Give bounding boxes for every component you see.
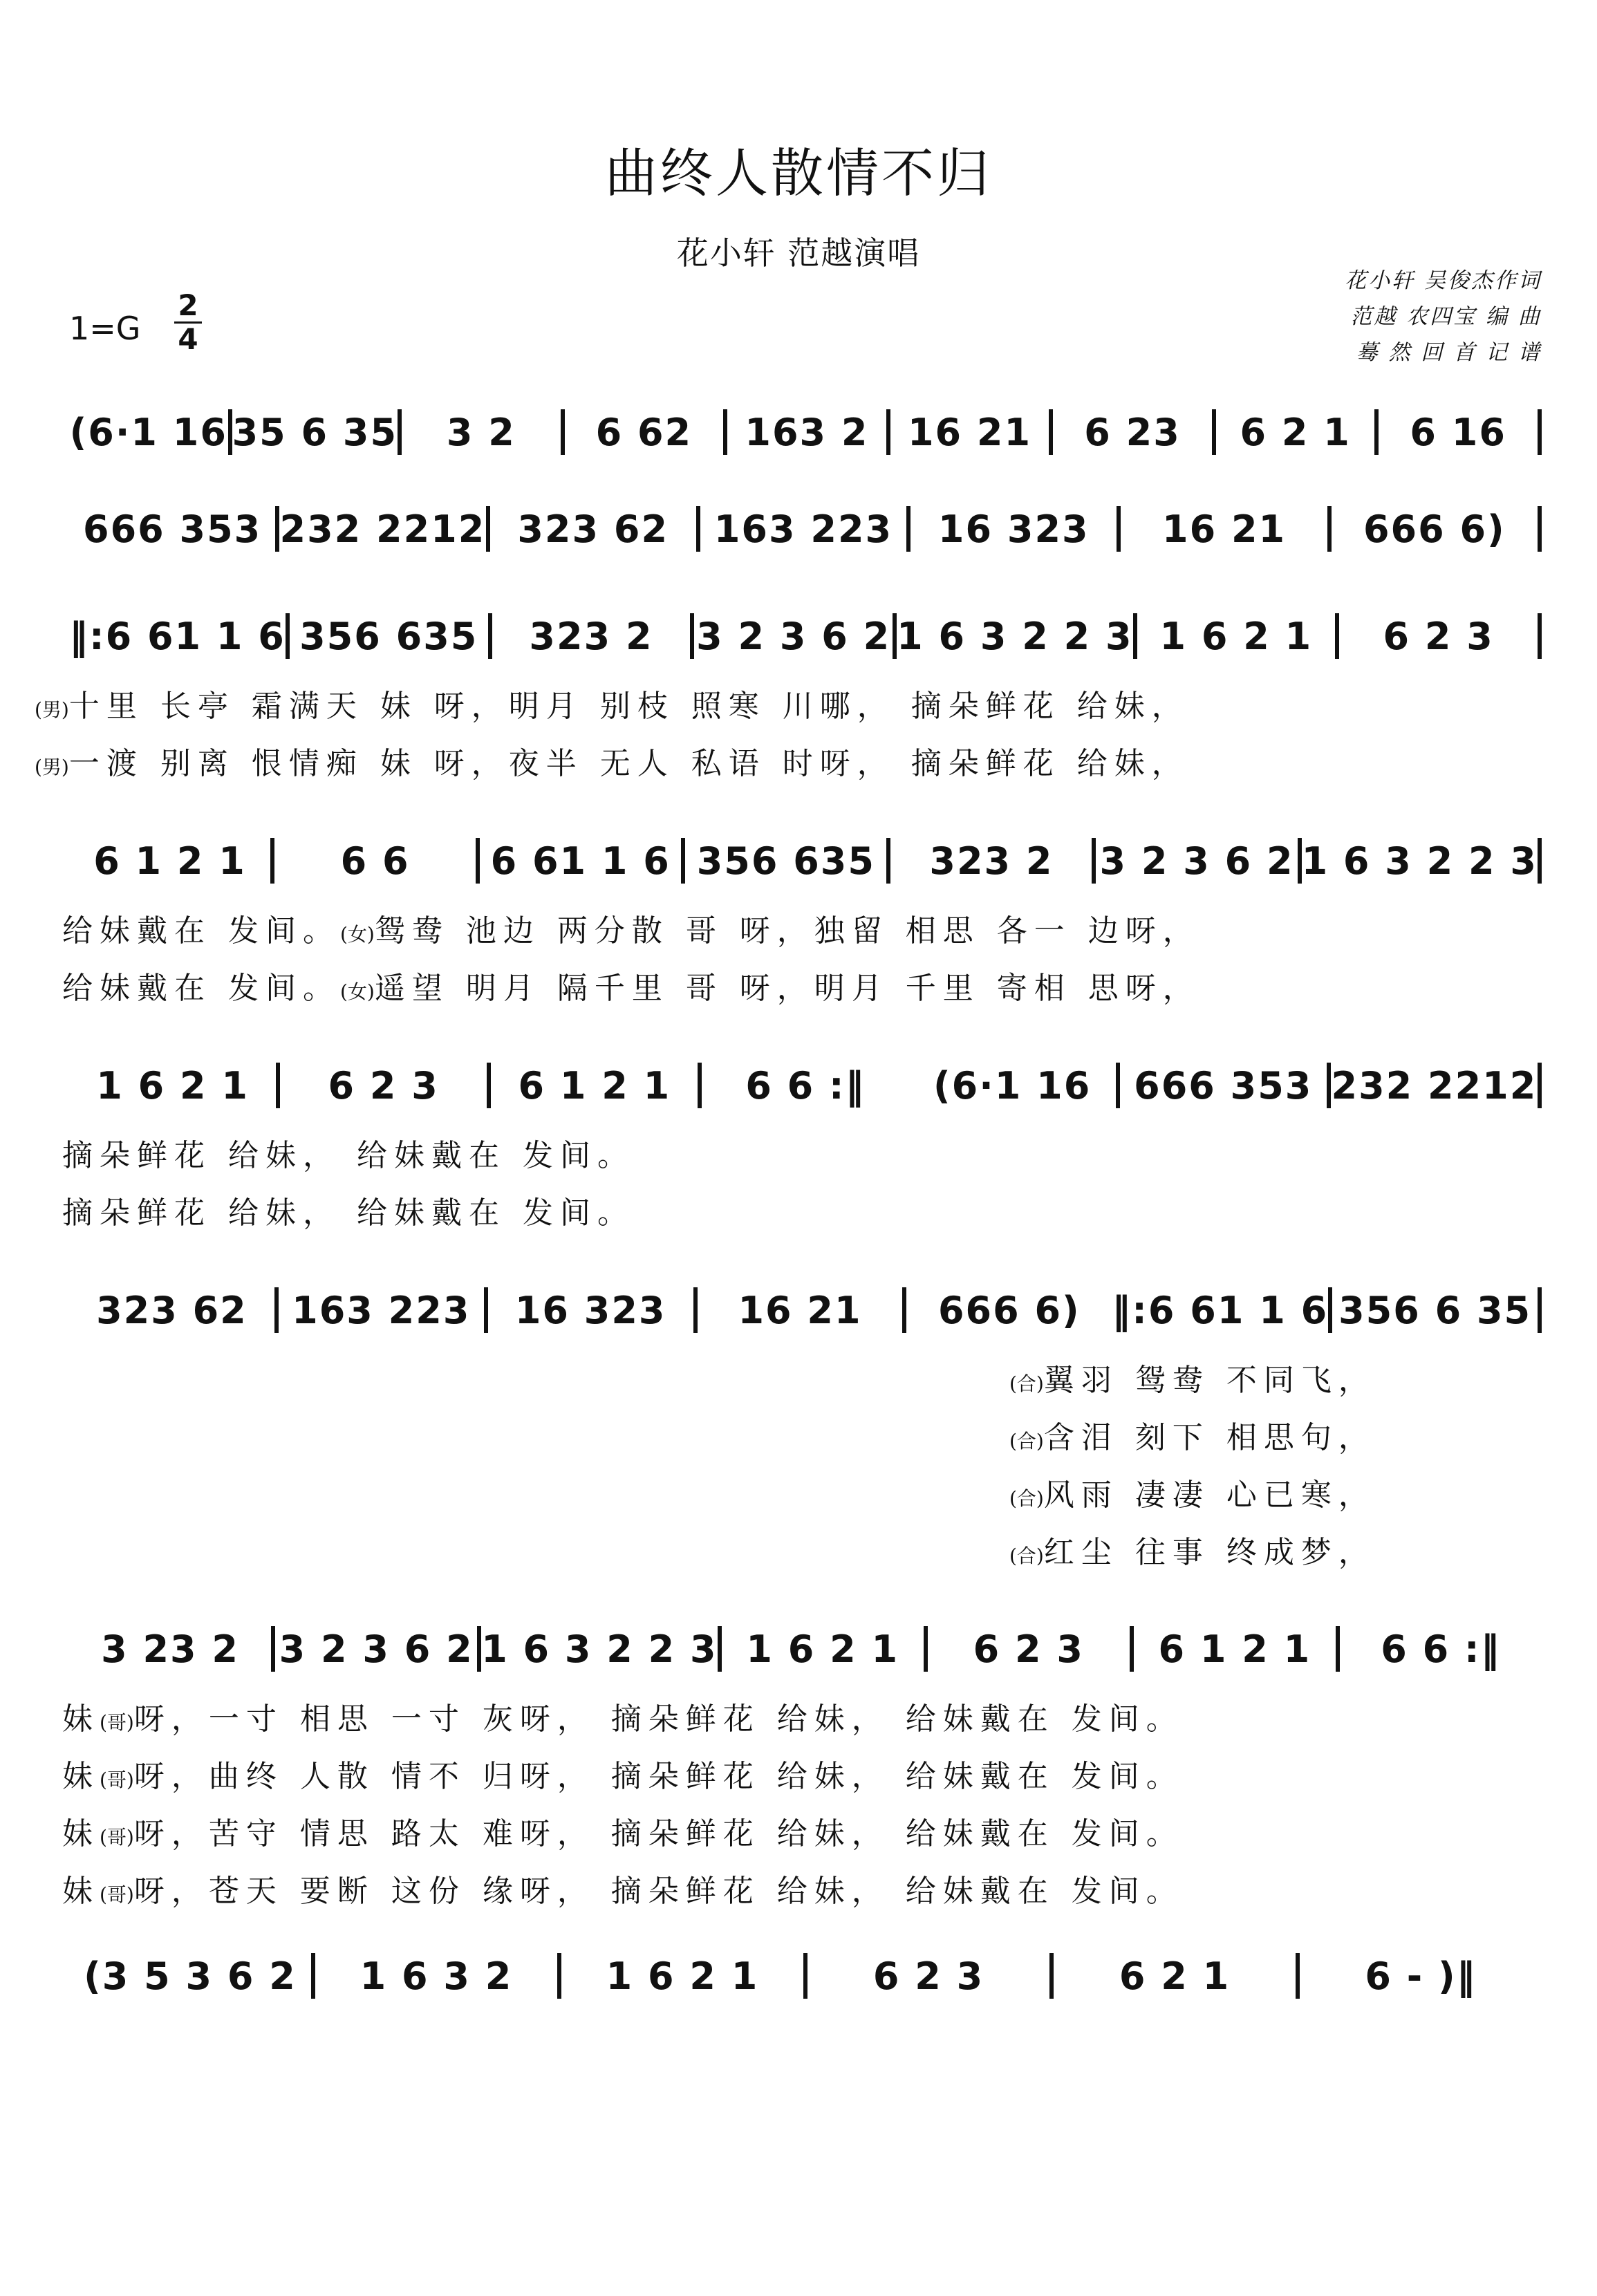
measure: 6 61 1 6 xyxy=(490,839,671,883)
credit-transcriber: 蓦 然 回 首 记 谱 xyxy=(1356,340,1542,365)
role-marker: (合) xyxy=(1009,1544,1044,1567)
lyric-verse2-line2 xyxy=(62,963,1200,1007)
measure: 323 2 xyxy=(929,839,1054,883)
measure: 1 6 2 1 xyxy=(1159,614,1313,658)
score-row-1 xyxy=(69,404,1542,460)
time-signature xyxy=(174,290,202,355)
lyric-text: 呀，一寸 相思 一寸 灰呀， 摘朵鲜花 给妹， 给妹戴在 发间。 xyxy=(133,1701,1184,1737)
lyric-text: 含泪 刻下 相思句， xyxy=(1043,1420,1376,1455)
lyric-text: 呀，苍天 要断 这份 缘呀， 摘朵鲜花 给妹， 给妹戴在 发间。 xyxy=(133,1874,1184,1909)
role-marker: (女) xyxy=(340,980,375,1003)
measure: 6 2 1 xyxy=(1119,1954,1231,1998)
lyric-final-1 xyxy=(62,1694,1184,1738)
measure: 1 6 3 2 2 3 xyxy=(481,1627,718,1671)
measure: 3 2 3 6 2 xyxy=(1099,839,1294,883)
measure: 3 2 3 6 2 xyxy=(279,1627,474,1671)
score-row-6 xyxy=(69,1282,1542,1338)
measure: 3 23 2 xyxy=(101,1627,239,1671)
lyric-final-2 xyxy=(62,1751,1184,1795)
barline xyxy=(1538,1287,1542,1333)
lyric-text: 给妹戴在 发间。 xyxy=(62,913,340,949)
measure: ‖:6 61 1 6 xyxy=(69,614,286,658)
measure: 16 21 xyxy=(738,1288,862,1332)
performers-line: 花小轩 范越演唱 xyxy=(676,234,921,272)
barline xyxy=(1538,838,1542,884)
role-marker: (男) xyxy=(35,756,69,778)
barline xyxy=(1538,506,1542,552)
credit-lyricist: 花小轩 吴俊杰作词 xyxy=(1345,268,1542,293)
barline xyxy=(1538,1063,1542,1108)
barline xyxy=(1538,613,1542,659)
measure: 323 62 xyxy=(96,1288,248,1332)
measure: 666 353 xyxy=(1134,1063,1313,1108)
measure: 6 1 2 1 xyxy=(518,1063,671,1108)
measure: 1 6 2 1 xyxy=(746,1627,899,1671)
barline xyxy=(1538,409,1542,455)
credit-arranger: 范越 农四宝 编 曲 xyxy=(1350,304,1542,329)
score-row-3 xyxy=(69,608,1542,664)
role-marker: (哥) xyxy=(100,1826,134,1849)
lyric-chorus-2 xyxy=(1009,1412,1376,1457)
role-marker: (合) xyxy=(1009,1487,1044,1510)
measure: 232 2212 xyxy=(1331,1063,1538,1108)
lyric-text: 给妹戴在 发间。 xyxy=(62,971,340,1006)
measure: (6·1 16 xyxy=(933,1063,1092,1108)
lyric-verse1-line2 xyxy=(35,738,1189,783)
measure: 6 2 3 xyxy=(872,1954,984,1998)
role-marker: (合) xyxy=(1009,1372,1044,1395)
lyric-text: 风雨 凄凄 心已寒， xyxy=(1043,1477,1376,1513)
score-row-7 xyxy=(69,1621,1542,1677)
measure: 16 21 xyxy=(907,410,1032,454)
measure: 6 2 3 xyxy=(328,1063,439,1108)
role-marker: (哥) xyxy=(100,1768,134,1791)
measure: 6 6 :‖ xyxy=(745,1063,866,1108)
lyric-chorus-3 xyxy=(1009,1470,1376,1514)
score-row-8 xyxy=(69,1948,1542,2004)
measure: 1 6 2 1 xyxy=(96,1063,249,1108)
lyric-final-3 xyxy=(62,1809,1184,1853)
lyric-text: 呀，苦守 情思 路太 难呀， 摘朵鲜花 给妹， 给妹戴在 发间。 xyxy=(133,1816,1184,1851)
measure: 6 6 :‖ xyxy=(1381,1627,1501,1671)
lyric-verse3-line1: 摘朵鲜花 给妹， 给妹戴在 发间。 xyxy=(62,1138,635,1173)
measure: 1 6 2 1 xyxy=(606,1954,759,1998)
measure: 163 2 xyxy=(745,410,869,454)
measure: 16 323 xyxy=(514,1288,666,1332)
measure: 35 6 35 xyxy=(232,410,398,454)
measure: 163 223 xyxy=(713,507,893,551)
lyric-verse3-line2: 摘朵鲜花 给妹， 给妹戴在 发间。 xyxy=(62,1195,635,1231)
lyric-lead: 妹 xyxy=(62,1874,100,1909)
measure: 356 635 xyxy=(696,839,875,883)
song-title: 曲终人散情不归 xyxy=(605,142,992,204)
lyric-text: 遥望 明月 隔千里 哥 呀，明月 千里 寄相 思呀， xyxy=(374,971,1200,1006)
lyric-lead: 妹 xyxy=(62,1701,100,1737)
lyric-text: 鸳鸯 池边 两分散 哥 呀，独留 相思 各一 边呀， xyxy=(374,913,1200,949)
key-signature: 1=G xyxy=(69,310,141,347)
lyric-lead: 妹 xyxy=(62,1759,100,1794)
role-marker: (女) xyxy=(340,923,375,946)
measure: 16 323 xyxy=(937,507,1090,551)
measure: 1 6 3 2 xyxy=(359,1954,513,1998)
lyric-lead: 妹 xyxy=(62,1816,100,1851)
role-marker: (哥) xyxy=(100,1883,134,1906)
measure: 356 6 35 xyxy=(1338,1288,1532,1332)
measure: 666 6) xyxy=(1363,507,1506,551)
lyric-chorus-4 xyxy=(1009,1527,1376,1571)
measure: 232 2212 xyxy=(279,507,486,551)
measure: (6·1 16 xyxy=(69,410,227,454)
lyric-chorus-1 xyxy=(1009,1355,1376,1399)
measure: (3 5 3 6 2 xyxy=(84,1954,297,1998)
measure: 6 62 xyxy=(595,410,693,454)
time-signature-bottom: 4 xyxy=(178,322,198,357)
measure: 6 1 2 1 xyxy=(93,839,246,883)
lyric-text: 一渡 别离 恨情痴 妹 呀，夜半 无人 私语 时呀， 摘朵鲜花 给妹， xyxy=(68,746,1189,781)
lyric-text: 十里 长亭 霜满天 妹 呀，明月 别枝 照寒 川哪， 摘朵鲜花 给妹， xyxy=(68,689,1189,724)
measure: 323 2 xyxy=(529,614,653,658)
lyric-verse1-line1 xyxy=(35,681,1189,725)
measure: 666 353 xyxy=(83,507,262,551)
measure: 6 2 1 xyxy=(1240,410,1351,454)
measure: 6 2 3 xyxy=(973,1627,1084,1671)
lyric-text: 红尘 往事 终成梦， xyxy=(1043,1535,1376,1570)
measure: 1 6 3 2 2 3 xyxy=(1301,839,1538,883)
score-row-4 xyxy=(69,833,1542,888)
lyric-text: 呀，曲终 人散 情不 归呀， 摘朵鲜花 给妹， 给妹戴在 发间。 xyxy=(133,1759,1184,1794)
role-marker: (哥) xyxy=(100,1711,134,1734)
measure: 6 16 xyxy=(1410,410,1506,454)
measure: 3 2 xyxy=(446,410,516,454)
measure: 6 - )‖ xyxy=(1365,1954,1477,1998)
role-marker: (合) xyxy=(1009,1430,1044,1453)
lyric-verse2-line1 xyxy=(62,906,1200,950)
measure: ‖:6 61 1 6 xyxy=(1112,1288,1329,1332)
measure: 666 6) xyxy=(937,1288,1081,1332)
lyric-final-4 xyxy=(62,1866,1184,1910)
measure: 16 21 xyxy=(1162,507,1287,551)
lyric-text: 翼羽 鸳鸯 不同飞， xyxy=(1043,1363,1376,1398)
measure: 323 62 xyxy=(517,507,669,551)
measure: 1 6 3 2 2 3 xyxy=(897,614,1133,658)
time-signature-top: 2 xyxy=(178,288,198,322)
measure: 3 2 3 6 2 xyxy=(696,614,891,658)
measure: 163 223 xyxy=(292,1288,471,1332)
measure: 6 1 2 1 xyxy=(1158,1627,1311,1671)
measure: 6 6 xyxy=(340,839,410,883)
measure: 6 23 xyxy=(1084,410,1181,454)
role-marker: (男) xyxy=(35,698,69,721)
measure: 6 2 3 xyxy=(1383,614,1494,658)
measure: 356 635 xyxy=(299,614,478,658)
score-row-2 xyxy=(69,501,1542,557)
score-row-5 xyxy=(69,1058,1542,1113)
